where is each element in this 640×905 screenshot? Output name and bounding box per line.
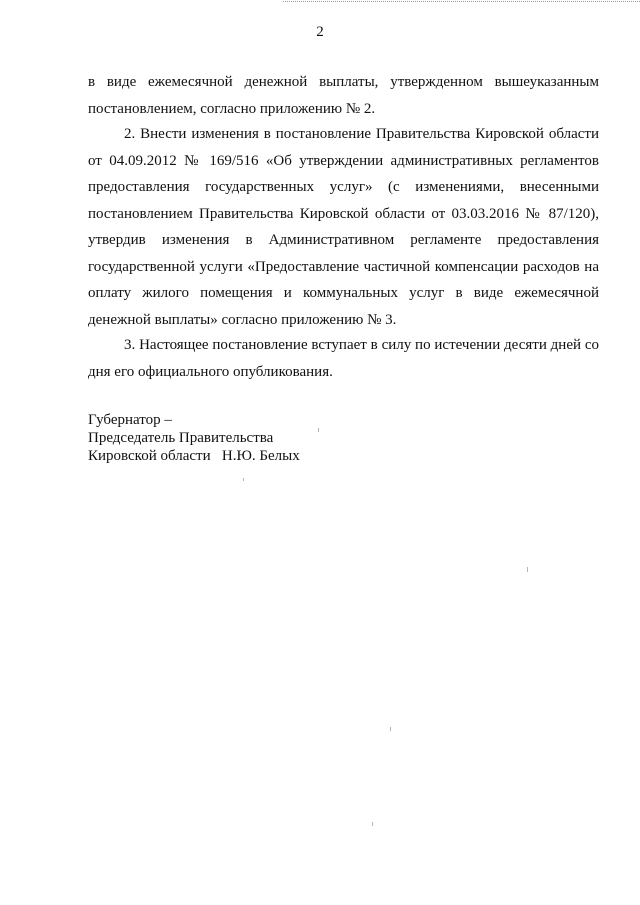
scan-speck	[243, 478, 244, 481]
signature-position: Председатель Правительства	[88, 430, 274, 446]
scan-speck	[372, 822, 373, 826]
paragraph-item-3: 3. Настоящее постановление вступает в силу по истечении десяти дней со дня его официального опубликования.	[88, 337, 599, 380]
signature-block	[88, 411, 300, 465]
signature-title: Губернатор –	[88, 412, 172, 428]
scan-speck	[318, 428, 319, 432]
paragraph-continuation: в виде ежемесячной денежной выплаты, утвержденном вышеуказанным постановлением, согласно приложению № 2.	[88, 74, 599, 117]
scan-speck	[390, 727, 391, 731]
page-number: 2	[316, 24, 324, 40]
signature-region-name: Кировской области Н.Ю. Белых	[88, 448, 300, 464]
paragraph-item-2: 2. Внести изменения в постановление Правительства Кировской области от 04.09.2012 № 169/516 «Об утверждении административных регламентов предоставления государственных услуг» (с изменениями, внесенными постановлением Правительства Кировской области от 03.03.2016 № 87/120), утвердив изменения в Административном регламенте предоставления государственной услуги «Предоставление частичной компенсации расходов на оплату жилого помещения и коммунальных услуг в виде ежемесячной денежной выплаты» согласно приложению № 3.	[88, 126, 599, 328]
top-edge-rule	[283, 1, 640, 2]
scan-speck	[527, 567, 528, 572]
